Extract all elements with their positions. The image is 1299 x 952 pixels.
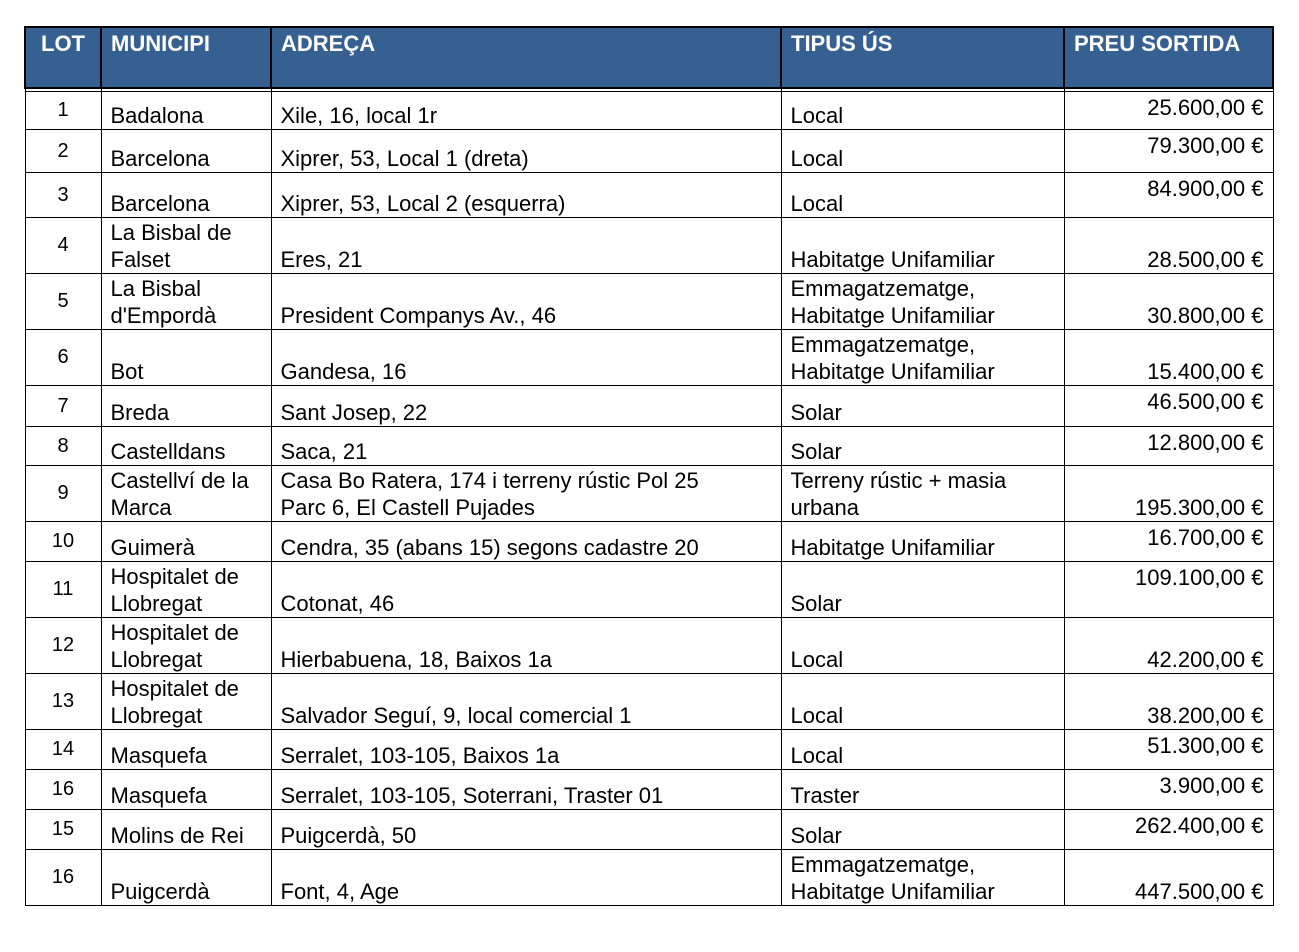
cell-municipi [101, 173, 271, 218]
cell-line: Cendra, 35 (abans 15) segons cadastre 20 [280, 535, 699, 560]
cell-tipus-us [781, 466, 1064, 522]
cell-line: Llobregat [110, 703, 203, 728]
table-row [25, 92, 1273, 130]
cell-preu-sortida: 46.500,00 € [1064, 386, 1273, 427]
cell-municipi [101, 522, 271, 562]
cell-line: Habitatge Unifamiliar [790, 247, 995, 272]
cell-line: Hospitalet de [110, 564, 239, 589]
cell-line: Hospitalet de [110, 620, 239, 645]
cell-line: Emmagatzematge, [790, 852, 976, 877]
cell-adreca [271, 92, 781, 130]
table-row [25, 850, 1273, 906]
cell-line: Solar [790, 439, 842, 464]
cell-adreca [271, 618, 781, 674]
lots-table [24, 26, 1274, 906]
cell-line: Salvador Seguí, 9, local comercial 1 [280, 703, 632, 728]
cell-line: Saca, 21 [280, 439, 368, 464]
cell-line: Habitatge Unifamiliar [790, 303, 995, 328]
table-row [25, 522, 1273, 562]
cell-municipi [101, 330, 271, 386]
cell-lot: 13 [25, 674, 101, 730]
cell-line: Llobregat [110, 591, 203, 616]
cell-lot: 6 [25, 330, 101, 386]
cell-lot: 1 [25, 92, 101, 130]
cell-adreca [271, 386, 781, 427]
table-row [25, 130, 1273, 173]
table-row [25, 730, 1273, 770]
table-row [25, 618, 1273, 674]
cell-preu-sortida: 195.300,00 € [1064, 466, 1273, 522]
cell-line: Molins de Rei [110, 823, 244, 848]
cell-municipi [101, 274, 271, 330]
cell-line: Font, 4, Age [280, 879, 400, 904]
cell-lot: 11 [25, 562, 101, 618]
cell-line: Serralet, 103-105, Baixos 1a [280, 743, 560, 768]
table-row [25, 173, 1273, 218]
table-row [25, 218, 1273, 274]
cell-line: Hierbabuena, 18, Baixos 1a [280, 647, 553, 672]
cell-line: Falset [110, 247, 171, 272]
cell-line: Solar [790, 400, 842, 425]
header-preu-sortida: PREU SORTIDA [1064, 27, 1273, 88]
cell-line: Gandesa, 16 [280, 359, 407, 384]
cell-adreca [271, 562, 781, 618]
cell-adreca [271, 130, 781, 173]
cell-tipus-us [781, 810, 1064, 850]
cell-adreca [271, 466, 781, 522]
cell-municipi [101, 130, 271, 173]
cell-line: Barcelona [110, 146, 210, 171]
cell-line: Breda [110, 400, 170, 425]
table-row [25, 330, 1273, 386]
cell-line: Solar [790, 823, 842, 848]
cell-lot: 16 [25, 770, 101, 810]
cell-line: Xile, 16, local 1r [280, 103, 438, 128]
cell-lot: 9 [25, 466, 101, 522]
cell-adreca [271, 850, 781, 906]
cell-adreca [271, 218, 781, 274]
cell-line: Cotonat, 46 [280, 591, 395, 616]
cell-line: Local [790, 743, 844, 768]
table-row [25, 770, 1273, 810]
cell-tipus-us [781, 618, 1064, 674]
header-row [25, 27, 1273, 88]
cell-municipi [101, 92, 271, 130]
cell-line: urbana [790, 495, 860, 520]
cell-line: Badalona [110, 103, 204, 128]
header-municipi: MUNICIPI [101, 27, 271, 88]
cell-lot: 14 [25, 730, 101, 770]
cell-line: Masquefa [110, 743, 208, 768]
cell-lot: 10 [25, 522, 101, 562]
cell-lot: 5 [25, 274, 101, 330]
cell-tipus-us [781, 770, 1064, 810]
cell-tipus-us [781, 386, 1064, 427]
cell-line: Castellví de la [110, 468, 249, 493]
cell-line: La Bisbal de [110, 220, 232, 245]
cell-tipus-us [781, 850, 1064, 906]
table-row [25, 810, 1273, 850]
header-lot: LOT [25, 27, 101, 88]
cell-line: Local [790, 191, 844, 216]
cell-lot: 2 [25, 130, 101, 173]
cell-tipus-us [781, 92, 1064, 130]
cell-adreca [271, 427, 781, 466]
cell-preu-sortida: 12.800,00 € [1064, 427, 1273, 466]
cell-tipus-us [781, 330, 1064, 386]
cell-municipi [101, 674, 271, 730]
cell-line: Casa Bo Ratera, 174 i terreny rústic Pol 25 [280, 468, 699, 493]
cell-lot: 15 [25, 810, 101, 850]
cell-adreca [271, 522, 781, 562]
table-row [25, 427, 1273, 466]
cell-tipus-us [781, 274, 1064, 330]
cell-line: Llobregat [110, 647, 203, 672]
cell-line: Local [790, 146, 844, 171]
table-row [25, 562, 1273, 618]
cell-lot: 3 [25, 173, 101, 218]
cell-municipi [101, 386, 271, 427]
cell-line: Local [790, 647, 844, 672]
cell-municipi [101, 562, 271, 618]
cell-municipi [101, 730, 271, 770]
cell-lot: 16 [25, 850, 101, 906]
cell-line: Marca [110, 495, 172, 520]
cell-preu-sortida: 30.800,00 € [1064, 274, 1273, 330]
table-row [25, 386, 1273, 427]
cell-adreca [271, 770, 781, 810]
cell-municipi [101, 466, 271, 522]
cell-preu-sortida: 25.600,00 € [1064, 92, 1273, 130]
cell-municipi [101, 427, 271, 466]
cell-line: Sant Josep, 22 [280, 400, 428, 425]
header-tipus-us: TIPUS ÚS [781, 27, 1064, 88]
cell-lot: 8 [25, 427, 101, 466]
cell-lot: 4 [25, 218, 101, 274]
cell-tipus-us [781, 130, 1064, 173]
cell-line: Traster [790, 783, 860, 808]
table-row [25, 274, 1273, 330]
cell-line: La Bisbal [110, 276, 202, 301]
cell-preu-sortida: 42.200,00 € [1064, 618, 1273, 674]
cell-tipus-us [781, 173, 1064, 218]
cell-municipi [101, 218, 271, 274]
cell-preu-sortida: 38.200,00 € [1064, 674, 1273, 730]
cell-municipi [101, 810, 271, 850]
cell-lot: 12 [25, 618, 101, 674]
cell-line: Xiprer, 53, Local 2 (esquerra) [280, 191, 566, 216]
cell-line: Terreny rústic + masia [790, 468, 1007, 493]
table-row [25, 674, 1273, 730]
cell-line: Castelldans [110, 439, 226, 464]
cell-line: Puigcerdà, 50 [280, 823, 417, 848]
cell-lot: 7 [25, 386, 101, 427]
cell-line: Solar [790, 591, 842, 616]
cell-line: Emmagatzematge, [790, 276, 976, 301]
cell-line: Parc 6, El Castell Pujades [280, 495, 535, 520]
cell-line: Bot [110, 359, 144, 384]
cell-line: Guimerà [110, 535, 195, 560]
table-body [25, 88, 1273, 906]
cell-preu-sortida: 16.700,00 € [1064, 522, 1273, 562]
cell-preu-sortida: 84.900,00 € [1064, 173, 1273, 218]
cell-line: Local [790, 703, 844, 728]
cell-tipus-us [781, 730, 1064, 770]
cell-line: Hospitalet de [110, 676, 239, 701]
cell-adreca [271, 330, 781, 386]
cell-preu-sortida: 262.400,00 € [1064, 810, 1273, 850]
cell-municipi [101, 850, 271, 906]
cell-preu-sortida: 3.900,00 € [1064, 770, 1273, 810]
cell-line: Habitatge Unifamiliar [790, 879, 995, 904]
cell-municipi [101, 618, 271, 674]
cell-preu-sortida: 28.500,00 € [1064, 218, 1273, 274]
cell-line: Masquefa [110, 783, 208, 808]
cell-line: Eres, 21 [280, 247, 363, 272]
cell-line: Barcelona [110, 191, 210, 216]
cell-adreca [271, 173, 781, 218]
cell-adreca [271, 810, 781, 850]
cell-line: Local [790, 103, 844, 128]
cell-tipus-us [781, 522, 1064, 562]
cell-line: Puigcerdà [110, 879, 210, 904]
table-row [25, 466, 1273, 522]
cell-preu-sortida: 109.100,00 € [1064, 562, 1273, 618]
cell-preu-sortida: 51.300,00 € [1064, 730, 1273, 770]
cell-line: Xiprer, 53, Local 1 (dreta) [280, 146, 529, 171]
cell-tipus-us [781, 427, 1064, 466]
cell-line: Habitatge Unifamiliar [790, 359, 995, 384]
cell-adreca [271, 730, 781, 770]
cell-line: President Companys Av., 46 [280, 303, 557, 328]
cell-preu-sortida: 15.400,00 € [1064, 330, 1273, 386]
cell-adreca [271, 674, 781, 730]
cell-line: Habitatge Unifamiliar [790, 535, 995, 560]
cell-preu-sortida: 447.500,00 € [1064, 850, 1273, 906]
cell-line: Serralet, 103-105, Soterrani, Traster 01 [280, 783, 664, 808]
cell-tipus-us [781, 218, 1064, 274]
cell-municipi [101, 770, 271, 810]
cell-line: Emmagatzematge, [790, 332, 976, 357]
cell-tipus-us [781, 562, 1064, 618]
cell-tipus-us [781, 674, 1064, 730]
cell-line: d'Empordà [110, 303, 217, 328]
cell-preu-sortida: 79.300,00 € [1064, 130, 1273, 173]
table-header [25, 27, 1273, 88]
header-adreca: ADREÇA [271, 27, 781, 88]
cell-adreca [271, 274, 781, 330]
